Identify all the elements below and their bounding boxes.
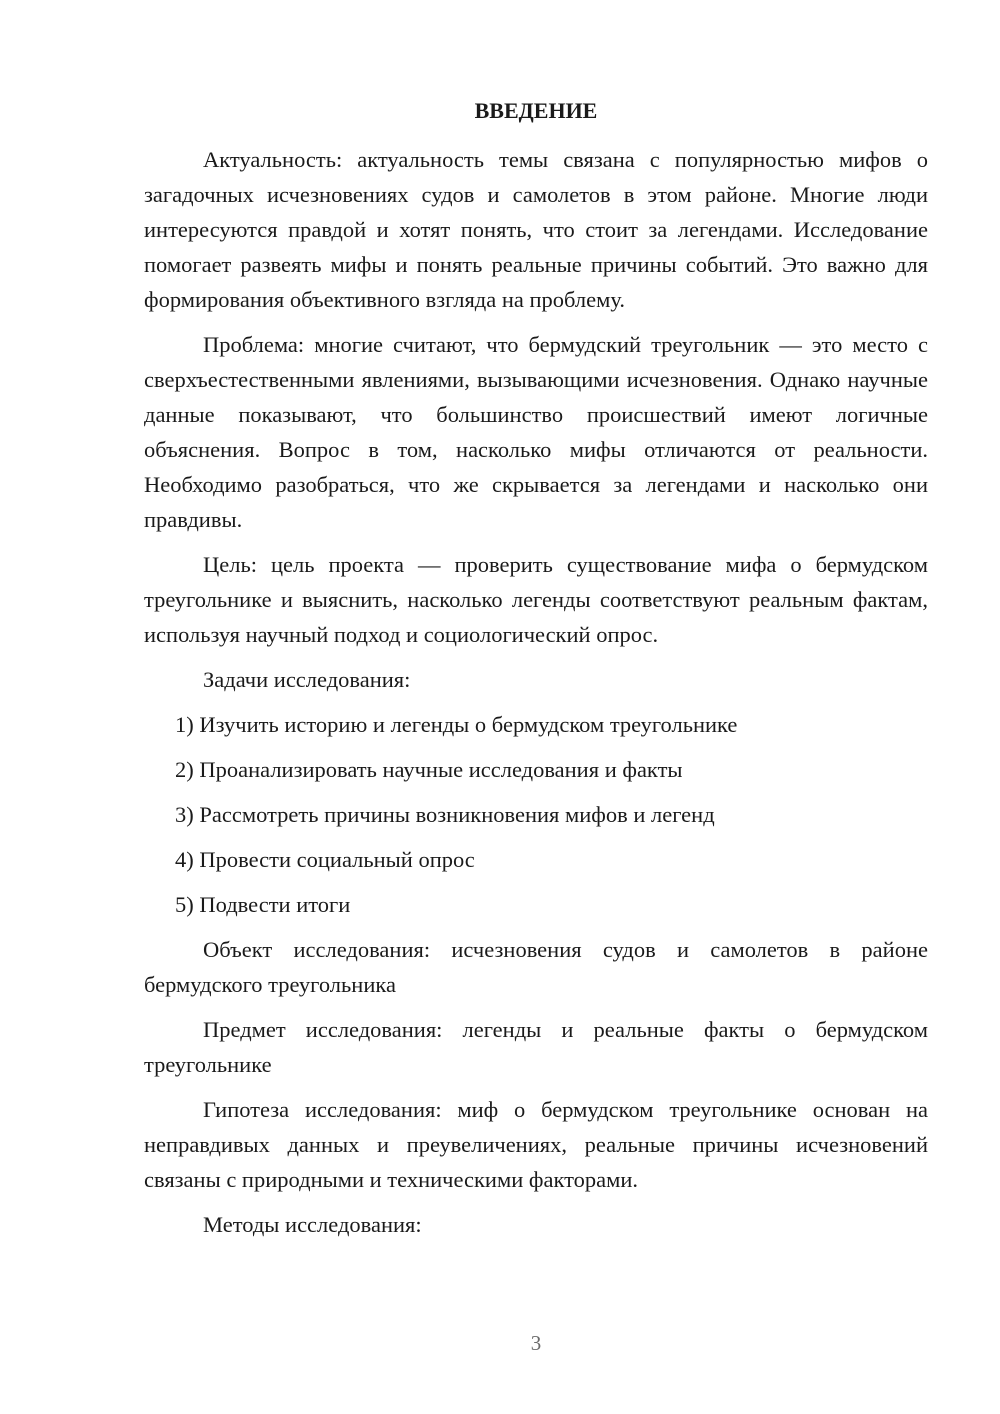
paragraph-hypothesis: Гипотеза исследования: миф о бермудском треугольнике основан на неправдивых данных и преувеличениях, реальные причины исчезновений связаны с природными и техническими факторами. [144, 1097, 928, 1192]
list-item: 5) Подвести итоги [175, 892, 351, 917]
paragraph-subject: Предмет исследования: легенды и реальные факты о бермудском треугольнике [144, 1017, 928, 1077]
page-number: 3 [530, 1331, 542, 1355]
paragraph-problem: Проблема: многие считают, что бермудский треугольник — это место с сверхъестественными явлениями, вызывающими исчезновения. Однако научные данные показывают, что большинство происшествий имеют логичные объяснения. Вопрос в том, насколько мифы отличаются от реальности. Необходимо разобраться, что же скрывается за легендами и насколько они правдивы. [144, 332, 928, 532]
list-item: 1) Изучить историю и легенды о бермудском треугольнике [175, 712, 738, 737]
document-page [144, 94, 928, 1252]
list-item: 2) Проанализировать научные исследования и факты [175, 757, 683, 782]
paragraph-goal: Цель: цель проекта — проверить существование мифа о бермудском треугольнике и выяснить, насколько легенды соответствуют реальным фактам, используя научный подход и социологический опрос. [144, 552, 928, 647]
paragraph-relevance: Актуальность: актуальность темы связана с популярностью мифов о загадочных исчезновениях судов и самолетов в этом районе. Многие люди интересуются правдой и хотят понять, что стоит за легендами. Исследование помогает развеять мифы и понять реальные причины событий. Это важно для формирования объективного взгляда на проблему. [144, 147, 928, 312]
methods-heading: Методы исследования: [203, 1212, 422, 1237]
paragraph-object: Объект исследования: исчезновения судов и самолетов в районе бермудского треугольника [144, 937, 928, 997]
page-title: ВВЕДЕНИЕ [474, 98, 598, 123]
tasks-heading: Задачи исследования: [203, 667, 411, 692]
list-item: 3) Рассмотреть причины возникновения мифов и легенд [175, 802, 715, 827]
list-item: 4) Провести социальный опрос [175, 847, 475, 872]
